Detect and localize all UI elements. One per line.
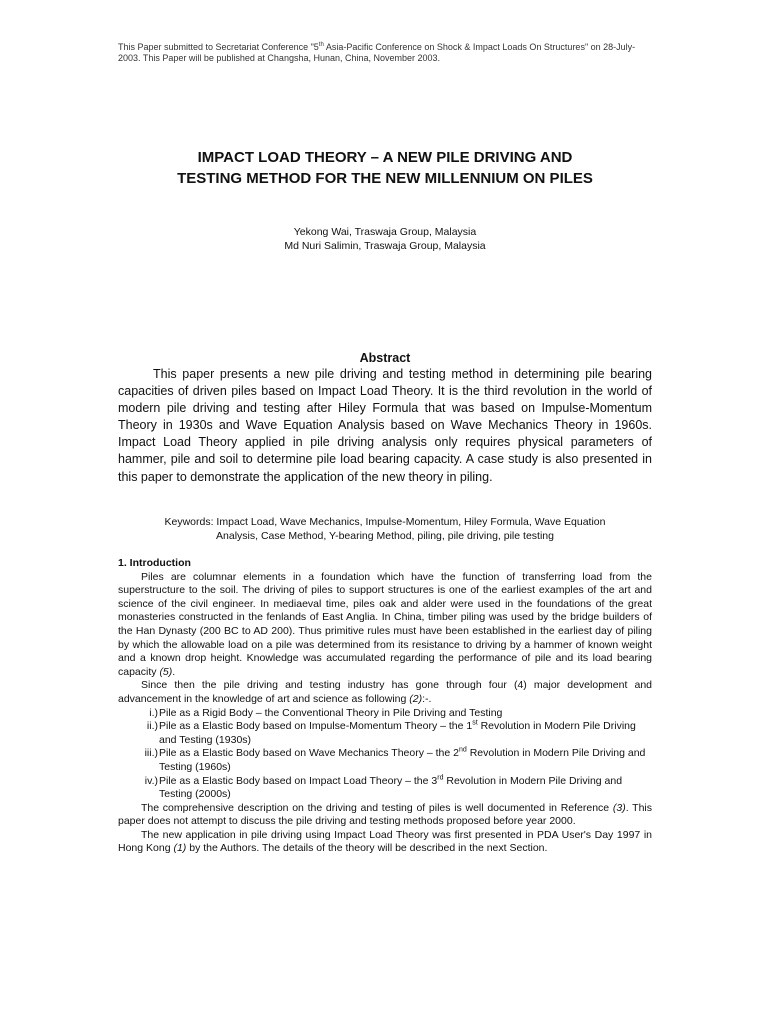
- submission-note-part1: This Paper submitted to Secretariat Conference "5: [118, 42, 319, 52]
- introduction-heading: 1. Introduction: [118, 557, 191, 569]
- list-item-text-end: Revolution in Modern Pile Driving and Testing (1960s): [159, 747, 646, 773]
- submission-note: [118, 42, 652, 64]
- list-item-text-end: Revolution in Modern Pile Driving and Testing (1930s): [159, 720, 636, 746]
- author-2: Md Nuri Salimin, Traswaja Group, Malaysia: [284, 240, 486, 252]
- author-1: Yekong Wai, Traswaja Group, Malaysia: [293, 226, 477, 238]
- intro-p3-text: The comprehensive description on the driving and testing of piles is well documented in Reference: [141, 801, 613, 814]
- intro-p4-end: by the Authors. The details of the theory will be described in the next Section.: [186, 842, 548, 855]
- list-item-ordinal: st: [472, 719, 478, 727]
- author-list: [118, 225, 652, 253]
- abstract-heading: Abstract: [359, 351, 411, 365]
- list-item-number: i.): [149, 706, 158, 719]
- paper-title: [118, 147, 652, 189]
- intro-p2-end: :-.: [422, 692, 432, 705]
- intro-p1-end: .: [172, 665, 176, 678]
- list-item-text: Pile as a Elastic Body based on Impact Load Theory – the 3: [159, 774, 438, 787]
- submission-note-sup: th: [318, 42, 324, 48]
- list-item-text: Pile as a Rigid Body – the Conventional Theory in Pile Driving and Testing: [159, 706, 503, 719]
- list-item-number: ii.): [146, 720, 158, 733]
- intro-p4-citation: (1): [173, 842, 187, 855]
- abstract-text: This paper presents a new pile driving and testing method in determining pile bearing capacities of driven piles based on Impact Load Theory. It is the third revolution in the world of modern pile driving and testing after Hiley Formula that was based on Impulse-Momentum Theory in 1930s and Wave Equation Analysis based on Wave Mechanics Theory in 1960s. Impact Load Theory applied in pile driving analysis only requires physical parameters of hammer, pile and soil to determine pile load bearing capacity. A case study is also presented in this paper to demonstrate the application of the new theory in piling.: [118, 367, 652, 484]
- introduction-section: [118, 557, 652, 856]
- intro-p1-citation: (5): [159, 665, 173, 678]
- list-item-ordinal: rd: [437, 774, 444, 781]
- list-item: [118, 775, 652, 802]
- list-item: [118, 720, 652, 747]
- intro-p2-text: Since then the pile driving and testing industry has gone through four (4) major development and advancement in the knowledge of art and science as following: [118, 679, 652, 705]
- title-line-2: TESTING METHOD FOR THE NEW MILLENNIUM ON PILES: [177, 170, 593, 187]
- list-item: [118, 747, 652, 774]
- list-item: [118, 707, 652, 721]
- intro-paragraph-1: [118, 571, 652, 680]
- intro-paragraph-4: [118, 829, 652, 856]
- intro-p2-citation: (2): [409, 692, 423, 705]
- keywords: [118, 515, 652, 543]
- list-item-text-end: Revolution in Modern Pile Driving and Testing (2000s): [159, 774, 623, 801]
- intro-paragraph-2: [118, 679, 652, 706]
- submission-note-part2: Asia-Pacific Conference on Shock & Impact Loads On Structures" on 28-July-2003. This Paper will be published at Changsha, Hunan, China, November 2003.: [118, 42, 636, 63]
- list-item-number: iv.): [144, 774, 158, 787]
- keywords-line-2: Analysis, Case Method, Y-bearing Method, piling, pile driving, pile testing: [216, 530, 554, 542]
- intro-p3-end: . This paper does not attempt to discuss the pile driving and testing methods proposed before year 2000.: [118, 801, 652, 828]
- intro-paragraph-3: [118, 802, 652, 829]
- list-item-text: Pile as a Elastic Body based on Impulse-Momentum Theory – the 1: [159, 720, 473, 733]
- intro-p1-text: Piles are columnar elements in a foundation which have the function of transferring load from the superstructure to the soil. The driving of piles to support structures is one of the earliest examples of the art and science of the civil engineer. In mediaeval time, piles oak and alder were used in the foundations of the great monasteries constructed in the fenlands of East Anglia. In China, timber piling was used by the bridge builders of the Han Dynasty (200 BC to AD 200). Thus primitive rules must have been established in the earliest day of piling by which the allowable load on a pile was determined from its resistance to driving by a hammer of known weight and a known drop height. Knowledge was accumulated regarding the performance of pile and its load bearing capacity: [118, 570, 652, 678]
- list-item-text: Pile as a Elastic Body based on Wave Mechanics Theory – the 2: [159, 747, 459, 760]
- revolution-list: [118, 707, 652, 802]
- abstract-body: [118, 366, 652, 486]
- list-item-number: iii.): [144, 747, 158, 760]
- title-line-1: IMPACT LOAD THEORY – A NEW PILE DRIVING AND: [197, 149, 573, 166]
- keywords-line-1: Keywords: Impact Load, Wave Mechanics, Impulse-Momentum, Hiley Formula, Wave Equation: [164, 516, 606, 528]
- intro-p3-citation: (3): [612, 801, 626, 814]
- list-item-ordinal: nd: [459, 746, 467, 754]
- intro-p4-text: The new application in pile driving using Impact Load Theory was first presented in PDA User's Day 1997 in Hong Kong: [118, 828, 652, 855]
